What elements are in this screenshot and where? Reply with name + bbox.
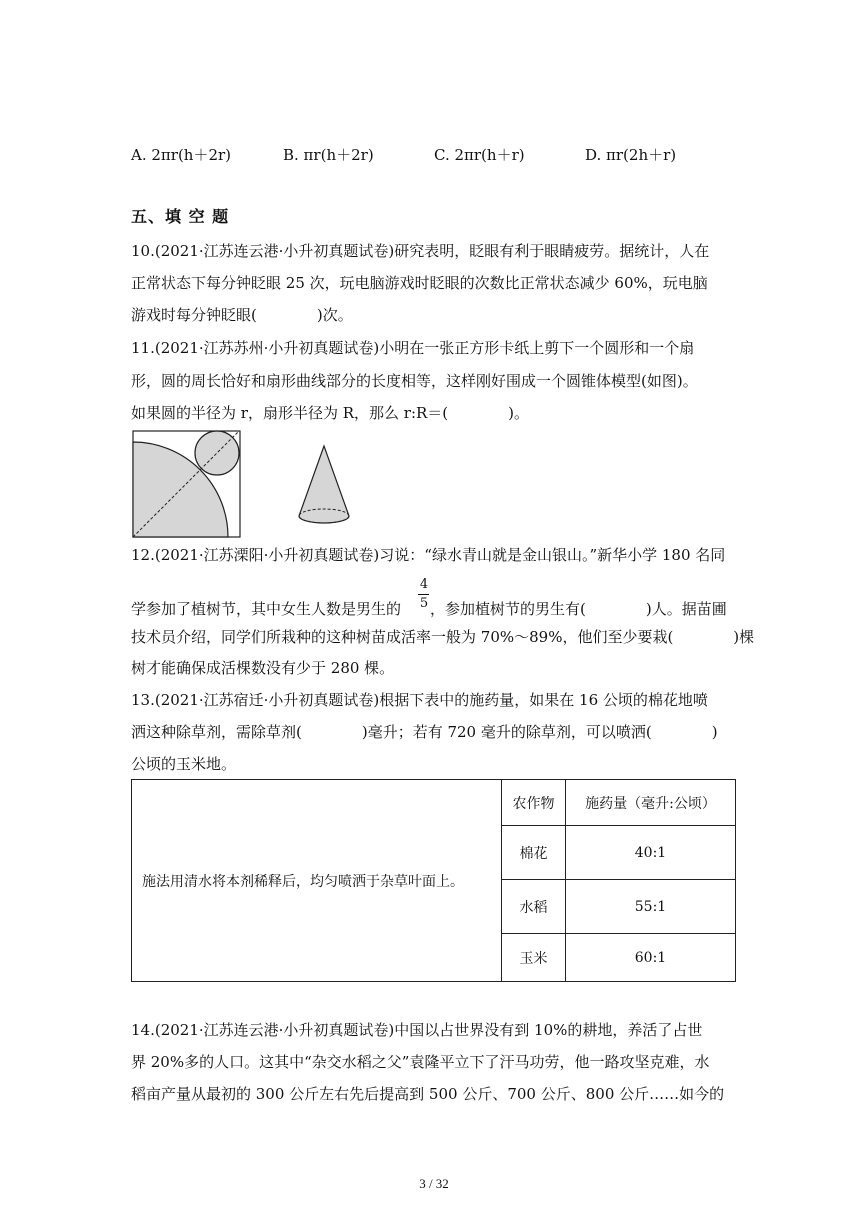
table-cell-crop: 水稻 <box>502 880 566 934</box>
q10-line-1: 10.(2021·江苏连云港·小升初真题试卷)研究表明，眨眼有利于眼睛疲劳。据统计，人在 <box>131 242 710 260</box>
fraction-bar <box>418 594 429 595</box>
fraction-four-fifths <box>418 578 430 611</box>
table-header-rate: 施药量（毫升:公顷） <box>566 780 736 826</box>
table-cell-rate: 55:1 <box>566 880 736 934</box>
q12-line-3: 技术员介绍，同学们所栽种的这种树苗成活率一般为 70%～89%，他们至少要栽( )棵 <box>131 628 755 646</box>
table-header-row <box>132 780 736 826</box>
q13-line-3: 公顷的玉米地。 <box>131 755 237 773</box>
q14-line-3: 稻亩产量从最初的 300 公斤左右先后提高到 500 公斤、700 公斤、800 公斤……如今的 <box>131 1085 725 1103</box>
option-b: B. πr(h＋2r) <box>283 146 374 164</box>
spray-rate-table <box>131 779 736 982</box>
option-c: C. 2πr(h＋r) <box>434 146 525 164</box>
q11-line-3: 如果圆的半径为 r，扇形半径为 R，那么 r:R＝( )。 <box>131 404 529 422</box>
fraction-numerator: 4 <box>419 577 429 592</box>
q10-line-3: 游戏时每分钟眨眼( )次。 <box>131 306 353 324</box>
q12-line-2b: ，参加植树节的男生有( )人。据苗圃 <box>430 600 727 618</box>
q10-line-2: 正常状态下每分钟眨眼 25 次，玩电脑游戏时眨眼的次数比正常状态减少 60%，玩电脑 <box>131 274 708 292</box>
q14-line-1: 14.(2021·江苏连云港·小升初真题试卷)中国以占世界没有到 10%的耕地，养活了占世 <box>131 1021 703 1039</box>
q13-line-1: 13.(2021·江苏宿迁·小升初真题试卷)根据下表中的施药量，如果在 16 公顷的棉花地喷 <box>131 691 708 709</box>
section-title: 五、填 空 题 <box>131 207 230 226</box>
q13-line-2: 洒这种除草剂，需除草剂( )毫升；若有 720 毫升的除草剂，可以喷洒( ) <box>131 723 718 741</box>
q12-line-1: 12.(2021·江苏溧阳·小升初真题试卷)习说：“绿水青山就是金山银山。”新华小学 180 名同 <box>131 546 726 564</box>
q12-line-2a: 学参加了植树节，其中女生人数是男生的 <box>131 600 402 618</box>
table-header-crop: 农作物 <box>502 780 566 826</box>
option-d: D. πr(2h＋r) <box>585 146 677 164</box>
fraction-denominator: 5 <box>419 596 429 611</box>
table-cell-rate: 40:1 <box>566 826 736 880</box>
table-cell-rate: 60:1 <box>566 934 736 982</box>
option-a: A. 2πr(h＋2r) <box>131 146 232 164</box>
table-cell-crop: 棉花 <box>502 826 566 880</box>
cone-figure <box>294 444 354 526</box>
q14-line-2: 界 20%多的人口。这其中“杂交水稻之父”袁隆平立下了汗马功劳，他一路攻坚克难，水 <box>131 1053 710 1071</box>
q12-line-4: 树才能确保成活棵数没有少于 280 棵。 <box>131 659 395 677</box>
q11-line-1: 11.(2021·江苏苏州·小升初真题试卷)小明在一张正方形卡纸上剪下一个圆形和一个扇 <box>131 339 695 357</box>
square-sector-circle-figure <box>132 430 242 538</box>
q11-line-2: 形，圆的周长恰好和扇形曲线部分的长度相等，这样刚好围成一个圆锥体模型(如图)。 <box>131 372 698 390</box>
page-number: 3 / 32 <box>419 1176 449 1191</box>
table-cell-crop: 玉米 <box>502 934 566 982</box>
table-note-cell: 施法用清水将本剂稀释后，均匀喷洒于杂草叶面上。 <box>132 780 502 982</box>
